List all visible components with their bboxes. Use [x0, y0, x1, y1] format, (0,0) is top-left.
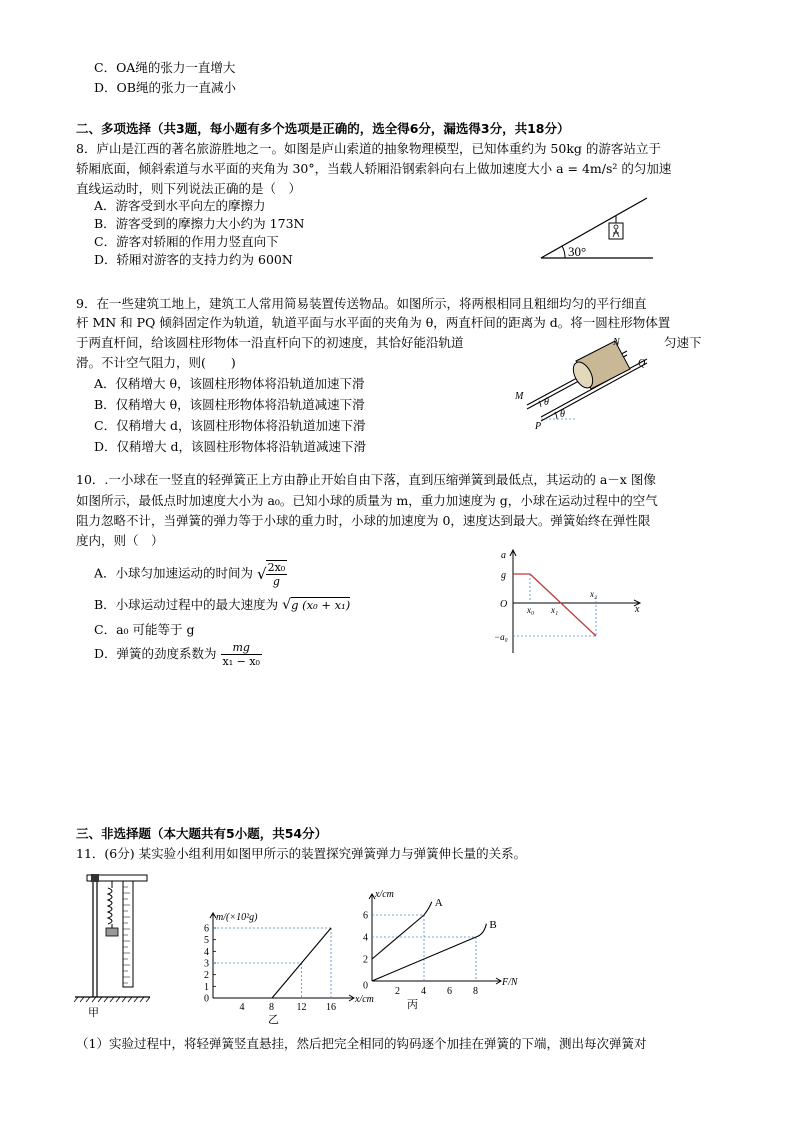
q10-a-denominator: g	[272, 575, 280, 588]
q10-option-c: C．a₀ 可能等于 g	[94, 622, 195, 637]
yi-xtick-label: 12	[296, 1002, 307, 1013]
yi-xtick-label: 4	[239, 1002, 245, 1013]
yi-ylabel: m/(×10²g)	[216, 912, 258, 923]
section-2-title: 二、多项选择（共3题，每小题有多个选项是正确的，选全得6分，漏选得3分，共18分）	[76, 121, 570, 136]
q10-label-neg-a0: −a₀	[494, 632, 508, 642]
q10-option-a: A．小球匀加速运动的时间为 √ $\frac{\text{2x₀}}{g}$	[94, 561, 286, 588]
q9-label-n: N	[613, 337, 620, 348]
q9-stem-line2: 杆 MN 和 PQ 倾斜固定作为轨道，轨道平面与水平面的夹角为 θ，两直杆间的距离为 d。将一圆柱形物体置	[76, 315, 671, 330]
yi-caption: 乙	[268, 1014, 279, 1026]
q10-ax-graph	[493, 547, 648, 657]
q10-label-x2: x₂	[590, 589, 598, 599]
q9-option-a: A．仅稍增大 θ，该圆柱形物体将沿轨道加速下滑	[94, 376, 365, 391]
q8-person-head	[614, 225, 618, 229]
q10-label-a: a	[501, 550, 506, 561]
bing-ytick-label: 4	[363, 932, 368, 944]
q8-angle-arc	[562, 246, 565, 258]
q10-stem-line2: 如图所示，最低点时加速度大小为 a₀。已知小球的质量为 m，重力加速度为 g，小球在运动过程中的空气	[76, 493, 658, 508]
q10-label-x1: x₁	[551, 605, 559, 615]
q10-stem-line1: 10．.一小球在一竖直的轻弹簧正上方由静止开始自由下落，直到压缩弹簧到最低点，其运动的 a－x 图像	[76, 472, 656, 487]
q10-stem-line3: 阻力忽略不计，当弹簧的弹力等于小球的重力时，小球的加速度为 0，速度达到最大。弹簧始终在弹性限	[76, 513, 651, 528]
yi-ytick-label: 5	[204, 935, 209, 947]
bing-ytick-label: 6	[363, 910, 368, 922]
section-3-title: 三、非选择题（本大题共有5小题，共54分）	[76, 826, 328, 841]
q8-option-d: D．轿厢对游客的支持力约为 600N	[94, 252, 293, 267]
q9-option-d: D．仅稍增大 d，该圆柱形物体将沿轨道减速下滑	[94, 439, 366, 454]
bing-ytick-label: 0	[363, 980, 368, 992]
q9-option-c: C．仅稍增大 d，该圆柱形物体将沿轨道加速下滑	[94, 418, 366, 433]
q10-d-numerator: mg	[221, 641, 262, 655]
q10-a-numerator: 2x₀	[267, 561, 286, 574]
q9-option-b: B．仅稍增大 θ，该圆柱形物体将沿轨道减速下滑	[94, 397, 365, 412]
q8-stem-line1: 8．庐山是江西的著名旅游胜地之一。如图是庐山索道的抽象物理模型，已知体重约为 50kg 的游客站立于	[76, 141, 661, 156]
yi-xtick-label: 16	[326, 1002, 336, 1013]
bing-xtick-label: 6	[447, 986, 452, 997]
q8-person-body	[613, 230, 619, 237]
q7-option-c: C．OA绳的张力一直增大	[94, 60, 236, 75]
q11-part1-line: （1）实验过程中，将轻弹簧竖直悬挂，然后把完全相同的钩码逐个加挂在弹簧的下端，测出每次弹簧对	[76, 1036, 647, 1051]
q9-label-q: Q	[638, 358, 646, 369]
q9-label-m: M	[515, 391, 524, 402]
yi-ytick-label: 3	[204, 958, 209, 970]
q11-weight-icon	[106, 928, 118, 936]
q9-stem-line3b: 匀速下	[664, 335, 702, 350]
yi-ytick-label: 4	[204, 946, 209, 958]
bing-label-a: A	[434, 896, 443, 909]
yi-ytick-label: 2	[204, 970, 209, 982]
q10-label-origin: O	[500, 599, 508, 610]
q11-spring-icon	[108, 888, 112, 924]
yi-ytick-label: 6	[204, 923, 209, 935]
q8-option-c: C．游客对轿厢的作用力竖直向下	[94, 234, 279, 249]
q8-figure	[535, 196, 660, 264]
q10-label-g: g	[501, 570, 506, 581]
q10-graph-line	[530, 574, 596, 636]
q11-chart-yi	[195, 900, 374, 1026]
yi-xlabel: x/cm	[355, 994, 374, 1005]
bing-xlabel: F/N	[502, 977, 518, 988]
bing-label-b: B	[489, 918, 497, 931]
q8-option-b: B．游客受到的摩擦力大小约为 173N	[94, 216, 305, 231]
q11-chart-bing	[350, 875, 525, 1010]
bing-ylabel: x/cm	[375, 889, 394, 900]
q8-stem-line2: 轿厢底面，倾斜索道与水平面的夹角为 30°，当载人轿厢沿钢索斜向右上做加速度大小 a = 4m/s² 的匀加速	[76, 161, 672, 176]
bing-xtick-label: 2	[395, 986, 400, 997]
q9-stem-line4: 滑。不计空气阻力，则( )	[76, 355, 236, 370]
q7-option-d: D．OB绳的张力一直减小	[94, 80, 236, 95]
bing-ytick-label: 2	[363, 954, 368, 966]
q8-option-a: A．游客受到水平向左的摩擦力	[94, 198, 266, 213]
q10-option-d: D．弹簧的劲度系数为 $\frac{mg}{\text{x₁ − x₀}}$	[94, 641, 260, 668]
q10-option-b: B．小球运动过程中的最大速度为 √g (x₀ + x₁)	[94, 597, 351, 613]
q9-stem-line3a: 于两直杆间，给该圆柱形物体一沿直杆向下的初速度，其恰好能沿轨道	[76, 335, 464, 350]
q9-label-p: P	[535, 421, 542, 432]
yi-xtick-label: 8	[269, 1002, 274, 1013]
q9-label-theta-lower: θ	[560, 409, 565, 420]
q10-d-denominator: x₁ − x₀	[222, 655, 260, 668]
q11-stem-line1: 11．(6分) 某实验小组利用如图甲所示的装置探究弹簧弹力与弹簧伸长量的关系。	[76, 846, 527, 861]
q11-apparatus-figure	[70, 870, 160, 1020]
q8-angle-label: 30°	[568, 244, 587, 259]
q10-stem-line4: 度内，则（ ）	[76, 533, 164, 548]
q10-b-expression: g (x₀ + x₁)	[291, 598, 351, 612]
yi-ytick-label: 1	[204, 981, 209, 993]
q8-cable-line	[541, 198, 647, 258]
q9-stem-line1: 9．在一些建筑工地上，建筑工人常用简易装置传送物品。如图所示，将两根相同且粗细均匀的平行细直	[76, 296, 647, 311]
yi-ytick-label: 0	[204, 993, 209, 1005]
bing-xtick-label: 4	[421, 986, 426, 997]
bing-caption: 丙	[407, 999, 418, 1011]
bing-xtick-label: 8	[473, 986, 478, 997]
q9-figure	[505, 333, 660, 431]
q10-label-x: x	[635, 604, 640, 615]
q11-caption-jia: 甲	[88, 1007, 99, 1019]
q10-label-x0: x₀	[527, 605, 535, 615]
q8-stem-line3: 直线运动时，则下列说法正确的是（ ）	[76, 181, 302, 196]
q9-label-theta-upper: θ	[544, 397, 549, 408]
